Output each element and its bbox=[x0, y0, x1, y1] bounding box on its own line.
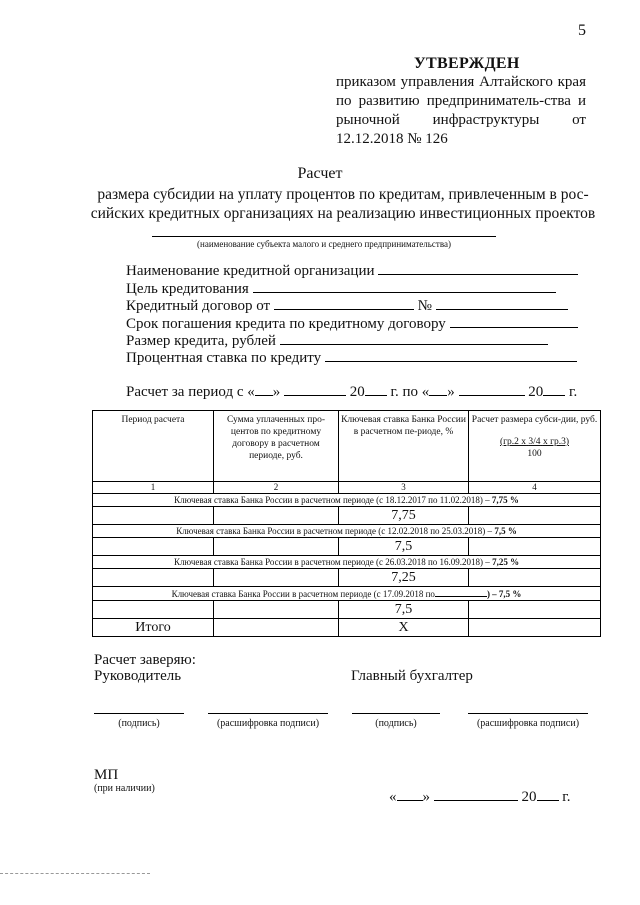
field-rate-label: Процентная ставка по кредиту bbox=[126, 350, 322, 366]
rate-row-rate: ) – 7,5 % bbox=[486, 589, 522, 599]
col-number-1: 1 bbox=[93, 482, 214, 494]
stamp-place-note: (при наличии) bbox=[94, 783, 155, 794]
accountant-decode-line[interactable] bbox=[468, 713, 588, 714]
cell-paid-interest[interactable] bbox=[214, 569, 339, 587]
cell-subsidy[interactable] bbox=[469, 569, 601, 587]
field-credit-org bbox=[126, 260, 578, 278]
field-contract-date-line[interactable] bbox=[274, 295, 414, 310]
field-purpose-line[interactable] bbox=[253, 278, 556, 293]
manager-label: Руководитель bbox=[94, 668, 182, 684]
accountant-label: Главный бухгалтер bbox=[351, 668, 473, 684]
period-from-year-line[interactable] bbox=[365, 381, 387, 396]
cell-subsidy[interactable] bbox=[469, 601, 601, 619]
rate-row-4 bbox=[93, 587, 601, 601]
period-q1: » bbox=[272, 384, 281, 400]
manager-decode-caption: (расшифровка подписи) bbox=[216, 718, 320, 729]
rate-row-1 bbox=[93, 494, 601, 507]
field-purpose-label: Цель кредитования bbox=[126, 281, 249, 297]
period-suffix: г. bbox=[569, 384, 578, 400]
period-prefix: Расчет за период с « bbox=[126, 384, 255, 400]
cell-subsidy[interactable] bbox=[469, 507, 601, 525]
field-amount-label: Размер кредита, рублей bbox=[126, 333, 276, 349]
document-title: Расчет bbox=[297, 165, 343, 182]
formula-part-b: х гр.3) bbox=[542, 437, 569, 447]
rate-row-text: Ключевая ставка Банка России в расчетном периоде (с 17.09.2018 по bbox=[171, 589, 435, 599]
manager-signature-line[interactable] bbox=[94, 713, 184, 714]
cell-subsidy[interactable] bbox=[469, 538, 601, 556]
period-y1: 20 bbox=[349, 384, 365, 400]
rate-row-text: Ключевая ставка Банка России в расчетном периоде (с 12.02.2018 по 25.03.2018) – bbox=[176, 526, 493, 536]
rate-row-rate: 7,5 % bbox=[494, 526, 517, 536]
period-to-month-line[interactable] bbox=[459, 381, 525, 396]
header-paid-interest: Сумма уплаченных про-центов по кредитному договору в расчетном периоде, руб. bbox=[214, 411, 339, 482]
date-year-line[interactable] bbox=[537, 786, 559, 801]
col-number-3: 3 bbox=[339, 482, 469, 494]
cell-period[interactable] bbox=[93, 569, 214, 587]
field-rate bbox=[126, 347, 577, 365]
date-open-quote: « bbox=[389, 789, 397, 805]
period-q2: » bbox=[447, 384, 455, 400]
cell-paid-interest[interactable] bbox=[214, 538, 339, 556]
total-paid-interest[interactable] bbox=[214, 619, 339, 637]
col-number-2: 2 bbox=[214, 482, 339, 494]
rate-row-text: Ключевая ставка Банка России в расчетном периоде (с 26.03.2018 по 16.09.2018) – bbox=[173, 557, 490, 567]
formula-part-a: (гр.2 х bbox=[499, 437, 527, 447]
period-to-year-line[interactable] bbox=[543, 381, 565, 396]
cell-period[interactable] bbox=[93, 538, 214, 556]
field-credit-org-label: Наименование кредитной организации bbox=[126, 263, 375, 279]
rate-row-end-date-line[interactable] bbox=[435, 587, 487, 597]
accountant-signature-caption: (подпись) bbox=[375, 718, 417, 729]
subject-name-caption: (наименование субъекта малого и среднего предпринимательства) bbox=[197, 239, 451, 249]
signing-date bbox=[389, 786, 570, 806]
header-subsidy-calc bbox=[469, 411, 601, 482]
total-subsidy[interactable] bbox=[469, 619, 601, 637]
date-year-suffix: г. bbox=[562, 789, 571, 805]
field-contract-label: Кредитный договор от bbox=[126, 298, 271, 314]
approval-title: УТВЕРЖДЕН bbox=[414, 55, 520, 72]
header-key-rate: Ключевая ставка Банка России в расчетном пе-риоде, % bbox=[339, 411, 469, 482]
period-from-month-line[interactable] bbox=[284, 381, 346, 396]
page-number: 5 bbox=[578, 22, 586, 39]
header-subsidy-title: Расчет размера субси-дии, руб. bbox=[471, 415, 598, 425]
period-mid: г. по « bbox=[390, 384, 430, 400]
calculation-period bbox=[126, 381, 577, 401]
total-key-rate-mark: Х bbox=[339, 619, 469, 637]
period-to-day-line[interactable] bbox=[429, 381, 447, 396]
date-day-line[interactable] bbox=[397, 786, 423, 801]
field-credit-org-line[interactable] bbox=[378, 260, 578, 275]
field-term-label: Срок погашения кредита по кредитному договору bbox=[126, 316, 446, 332]
col-number-4: 4 bbox=[469, 482, 601, 494]
cell-key-rate: 7,25 bbox=[339, 569, 469, 587]
rate-row-rate: 7,25 % bbox=[492, 557, 520, 567]
header-period: Период расчета bbox=[93, 411, 214, 482]
field-rate-line[interactable] bbox=[325, 347, 577, 362]
field-term-line[interactable] bbox=[450, 313, 578, 328]
field-contract-no-label: № bbox=[417, 298, 432, 314]
cell-key-rate: 7,5 bbox=[339, 601, 469, 619]
manager-signature-caption: (подпись) bbox=[118, 718, 160, 729]
field-amount bbox=[126, 330, 548, 348]
cell-period[interactable] bbox=[93, 601, 214, 619]
certify-label: Расчет заверяю: bbox=[94, 652, 196, 668]
rate-row-text: Ключевая ставка Банка России в расчетном периоде (с 18.12.2017 по 11.02.2018) – bbox=[174, 495, 490, 505]
period-from-day-line[interactable] bbox=[255, 381, 273, 396]
manager-decode-line[interactable] bbox=[208, 713, 328, 714]
rate-row-3 bbox=[93, 556, 601, 569]
scan-artifact-divider bbox=[0, 870, 150, 874]
approval-text: приказом управления Алтайского края по развитию предприниматель-ства и рыночной инфраструктуры от 12.12.2018 № 126 bbox=[336, 74, 586, 147]
cell-paid-interest[interactable] bbox=[214, 601, 339, 619]
accountant-decode-caption: (расшифровка подписи) bbox=[476, 718, 580, 729]
cell-paid-interest[interactable] bbox=[214, 507, 339, 525]
cell-key-rate: 7,75 bbox=[339, 507, 469, 525]
calculation-table bbox=[92, 410, 601, 637]
period-y2: 20 bbox=[528, 384, 544, 400]
subject-name-line[interactable] bbox=[152, 236, 496, 237]
formula-denominator: 100 bbox=[527, 449, 542, 459]
date-year-prefix: 20 bbox=[521, 789, 537, 805]
subsidy-formula bbox=[469, 436, 600, 448]
cell-period[interactable] bbox=[93, 507, 214, 525]
total-label: Итого bbox=[93, 619, 214, 637]
stamp-place-label: МП bbox=[94, 767, 119, 783]
document-subtitle: размера субсидии на уплату процентов по кредитам, привлеченным в рос-сийских кредитных организациях на реализацию инвестиционных проектов bbox=[90, 186, 596, 222]
rate-row-rate: 7,75 % bbox=[491, 495, 519, 505]
field-amount-line[interactable] bbox=[280, 330, 548, 345]
field-term bbox=[126, 313, 578, 331]
field-contract-no-line[interactable] bbox=[436, 295, 568, 310]
field-purpose bbox=[126, 278, 556, 296]
accountant-signature-line[interactable] bbox=[352, 713, 440, 714]
date-month-line[interactable] bbox=[434, 786, 518, 801]
formula-fraction: 3/4 bbox=[528, 437, 541, 447]
formula-numerator bbox=[500, 437, 569, 447]
date-close-quote: » bbox=[422, 789, 430, 805]
cell-key-rate: 7,5 bbox=[339, 538, 469, 556]
rate-row-2 bbox=[93, 525, 601, 538]
field-contract bbox=[126, 295, 568, 313]
